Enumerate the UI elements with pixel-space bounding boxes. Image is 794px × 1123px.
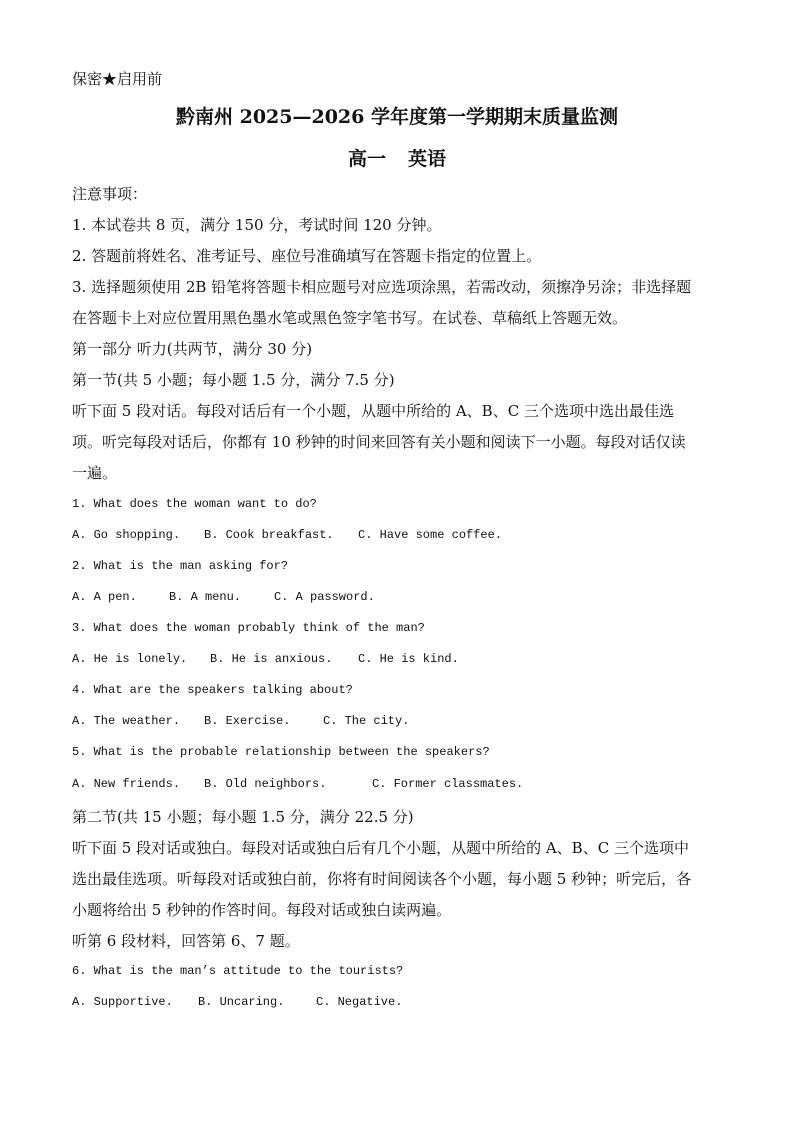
exam-title: 黔南州 2025—2026 学年度第一学期期末质量监测 xyxy=(176,106,618,128)
option-b: B. Exercise. xyxy=(204,714,291,728)
option-c: C. He is kind. xyxy=(358,652,459,666)
section2-heading: 第二节(共 15 小题；每小题 1.5 分，满分 22.5 分) xyxy=(72,808,414,826)
section1-instructions-line-3: 一遍。 xyxy=(72,464,118,482)
question-4-options xyxy=(72,714,409,728)
option-c: C. Negative. xyxy=(316,995,403,1009)
confidential-label: 保密★启用前 xyxy=(72,70,163,88)
option-a: A. New friends. xyxy=(72,777,181,791)
option-c: C. Former classmates. xyxy=(372,777,524,791)
question-1-options xyxy=(72,528,502,542)
grade-label: 高一 xyxy=(347,148,386,170)
option-c: C. Have some coffee. xyxy=(358,528,503,542)
subject-title xyxy=(0,144,794,171)
question-5: 5. What is the probable relationship between the speakers? xyxy=(72,745,490,759)
option-c: C. The city. xyxy=(323,714,410,728)
question-1: 1. What does the woman want to do? xyxy=(72,497,317,511)
option-a: A. He is lonely. xyxy=(72,652,188,666)
subject-label: 英语 xyxy=(408,148,447,170)
option-b: B. Uncaring. xyxy=(198,995,285,1009)
question-3-options xyxy=(72,652,459,666)
option-a: A. The weather. xyxy=(72,714,181,728)
question-6-options xyxy=(72,995,402,1009)
note-item-2: 2. 答题前将姓名、准考证号、座位号准确填写在答题卡指定的位置上。 xyxy=(72,247,542,265)
section1-instructions-line-2: 项。听完每段对话后，你都有 10 秒钟的时间来回答有关小题和阅读下一小题。每段对话仅读 xyxy=(72,433,686,451)
option-b: B. A menu. xyxy=(169,590,242,604)
option-a: A. Supportive. xyxy=(72,995,173,1009)
question-2: 2. What is the man asking for? xyxy=(72,559,289,573)
section2-instructions-line-1: 听下面 5 段对话或独白。每段对话或独白后有几个小题，从题中所给的 A、B、C 三个选项中 xyxy=(72,839,689,857)
option-a: A. Go shopping. xyxy=(72,528,181,542)
section1-instructions-line-1: 听下面 5 段对话。每段对话后有一个小题，从题中所给的 A、B、C 三个选项中选出最佳选 xyxy=(72,402,674,420)
option-a: A. A pen. xyxy=(72,590,137,604)
option-b: B. Old neighbors. xyxy=(204,777,327,791)
option-b: B. Cook breakfast. xyxy=(204,528,334,542)
material-6-heading: 听第 6 段材料，回答第 6、7 题。 xyxy=(72,932,300,950)
question-5-options xyxy=(72,777,523,791)
note-item-3-line-1: 3. 选择题须使用 2B 铅笔将答题卡相应题号对应选项涂黑，若需改动，须擦净另涂；非选择题 xyxy=(72,278,692,296)
note-item-1: 1. 本试卷共 8 页，满分 150 分，考试时间 120 分钟。 xyxy=(72,216,442,234)
option-c: C. A password. xyxy=(274,590,375,604)
section2-instructions-line-2: 选出最佳选项。听每段对话或独白前，你将有时间阅读各个小题，每小题 5 秒钟；听完后，各 xyxy=(72,870,692,888)
notes-heading: 注意事项： xyxy=(72,185,148,203)
question-6: 6. What is the man’s attitude to the tourists? xyxy=(72,964,404,978)
question-4: 4. What are the speakers talking about? xyxy=(72,683,353,697)
section2-instructions-line-3: 小题将给出 5 秒钟的作答时间。每段对话或独白读两遍。 xyxy=(72,901,452,919)
question-3: 3. What does the woman probably think of the man? xyxy=(72,621,425,635)
section1-heading: 第一节(共 5 小题；每小题 1.5 分，满分 7.5 分) xyxy=(72,371,395,389)
question-2-options xyxy=(72,590,375,604)
part1-heading: 第一部分 听力(共两节，满分 30 分) xyxy=(72,340,313,358)
note-item-3-line-2: 在答题卡上对应位置用黑色墨水笔或黑色签字笔书写。在试卷、草稿纸上答题无效。 xyxy=(72,309,628,327)
option-b: B. He is anxious. xyxy=(210,652,333,666)
